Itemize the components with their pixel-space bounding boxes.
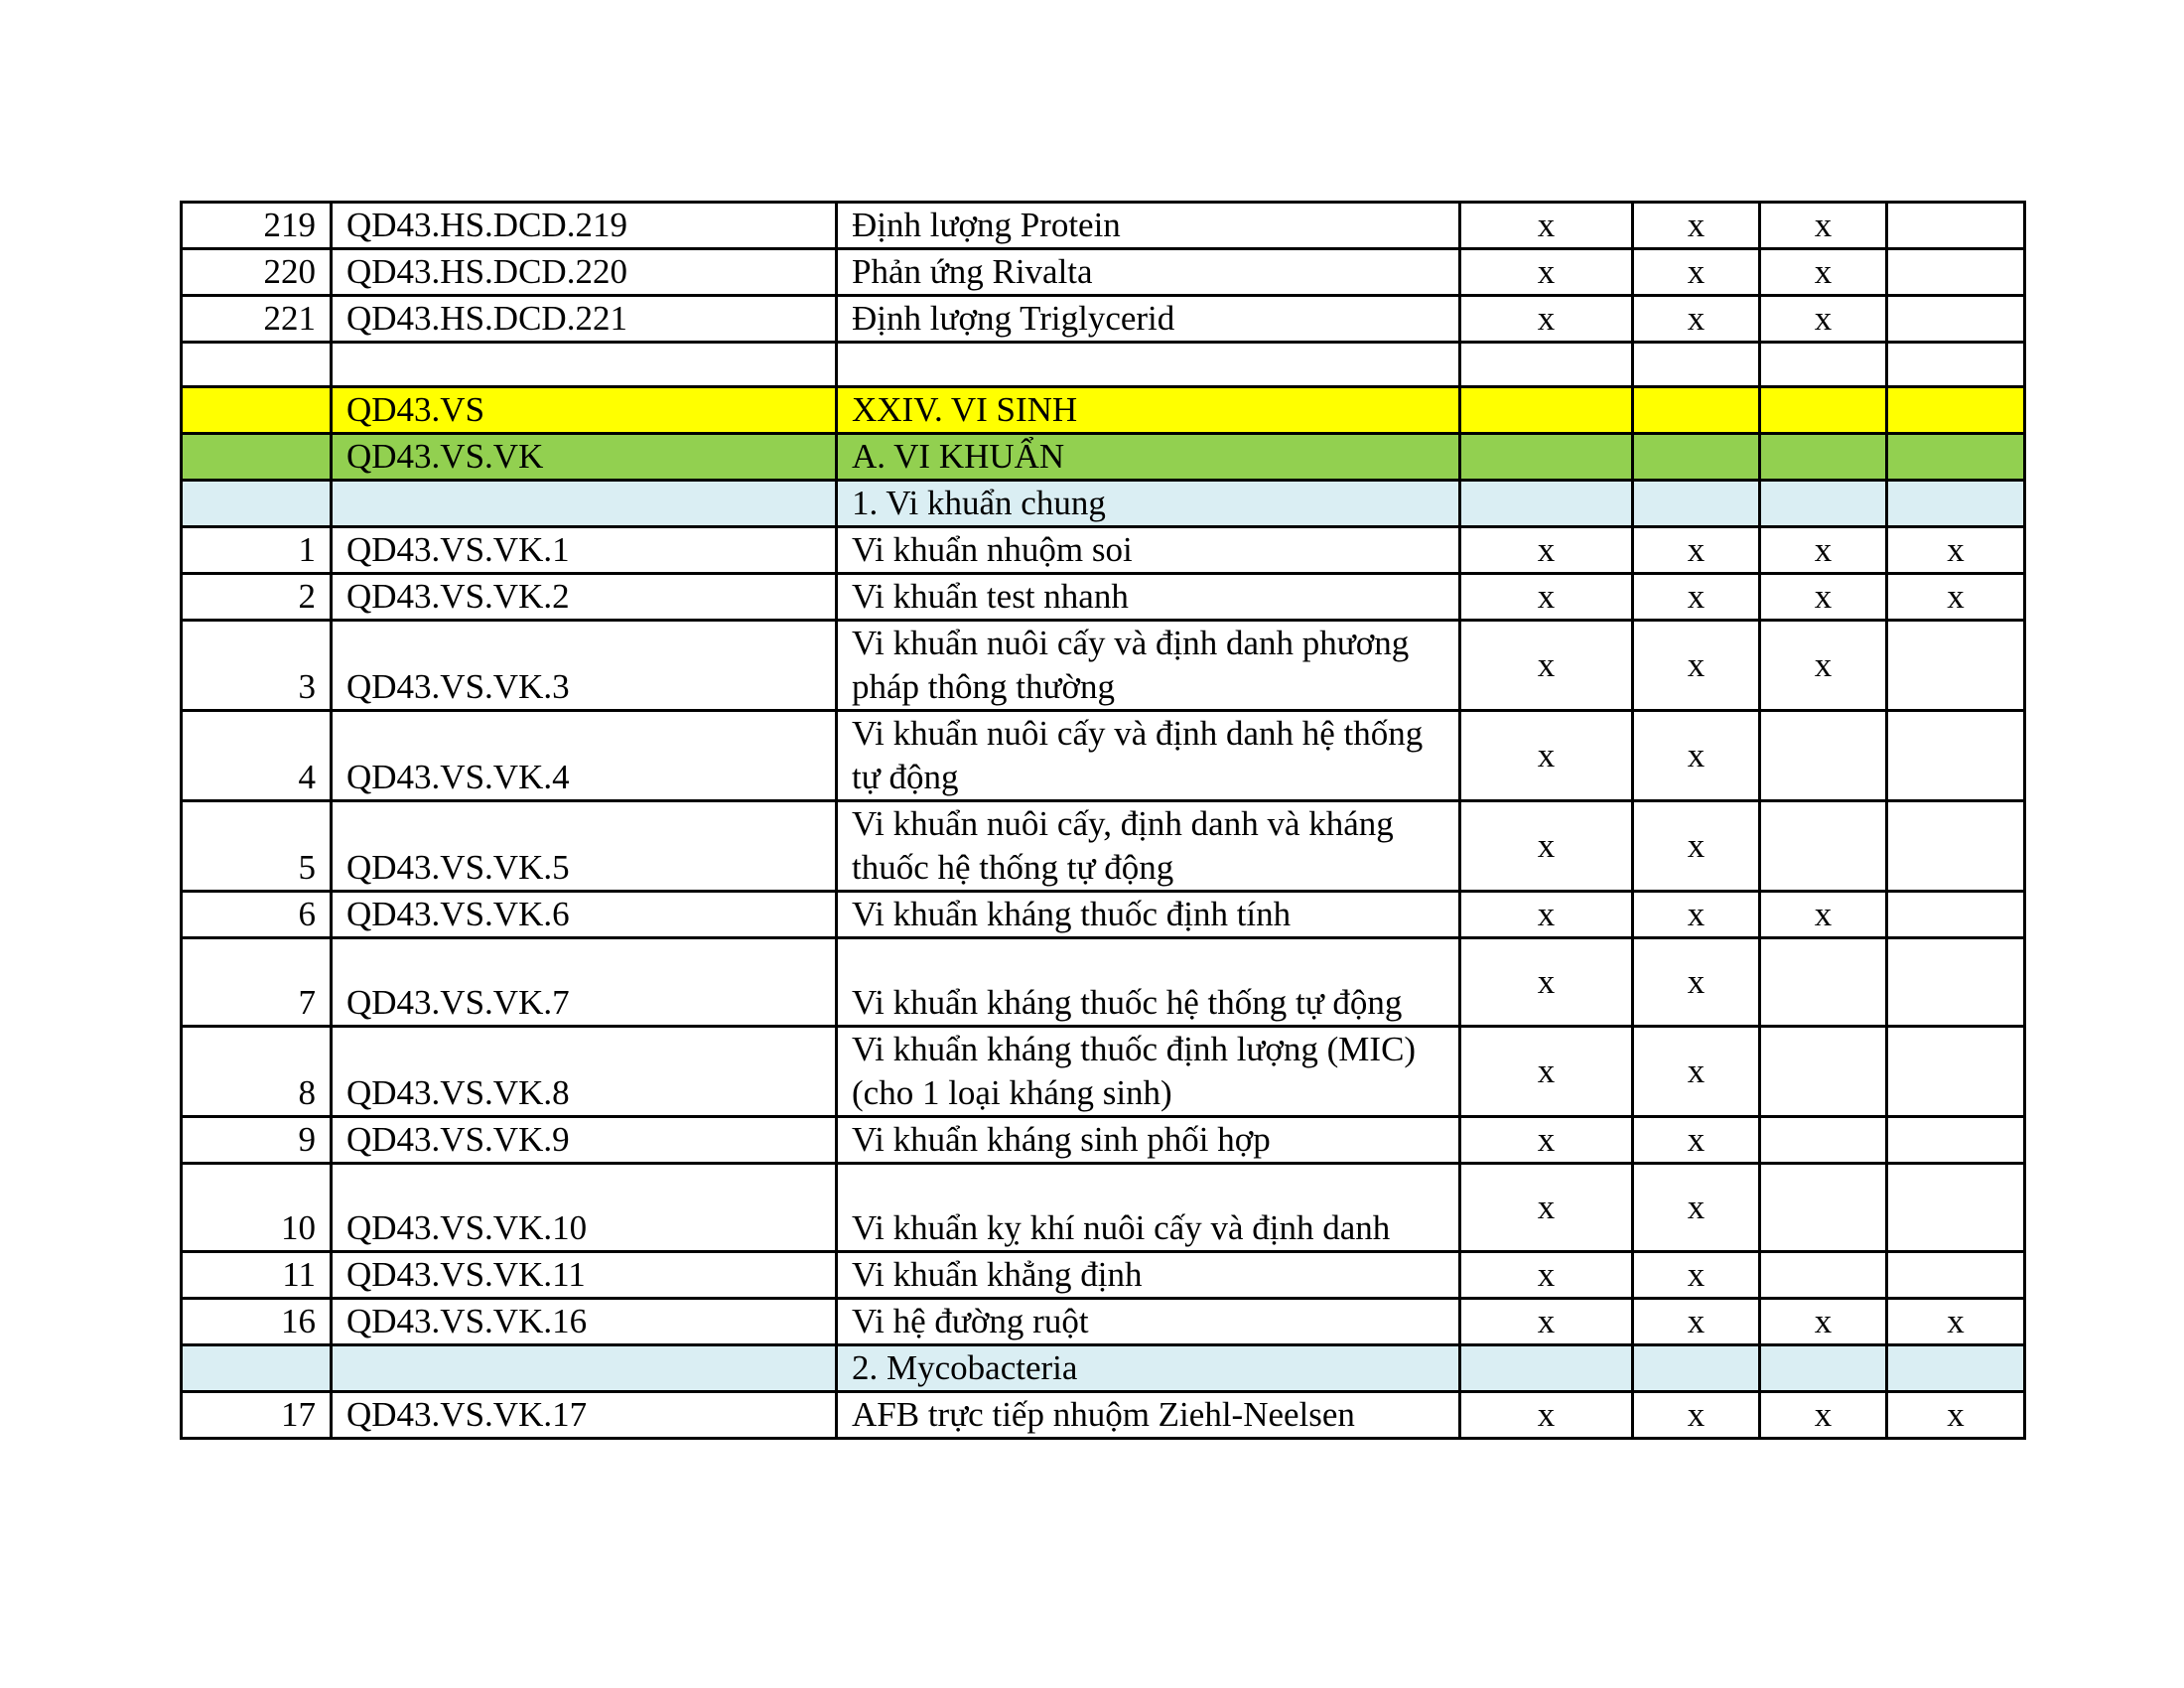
service-code: QD43.HS.DCD.219 xyxy=(332,203,837,249)
level-2-mark: x xyxy=(1633,801,1760,892)
service-name: Vi khuẩn kháng thuốc định tính xyxy=(837,892,1460,938)
level-4-mark xyxy=(1887,481,2025,527)
table-row xyxy=(182,711,2025,801)
level-2-mark: x xyxy=(1633,296,1760,343)
level-1-mark xyxy=(1460,481,1633,527)
level-2-mark: x xyxy=(1633,203,1760,249)
service-code: QD43.VS.VK.4 xyxy=(332,711,837,801)
level-2-mark: x xyxy=(1633,574,1760,621)
level-2-mark: x xyxy=(1633,527,1760,574)
service-code xyxy=(332,481,837,527)
service-code: QD43.VS.VK.8 xyxy=(332,1027,837,1117)
level-1-mark: x xyxy=(1460,1027,1633,1117)
service-code: QD43.VS.VK.17 xyxy=(332,1392,837,1439)
level-3-mark xyxy=(1760,434,1887,481)
level-1-mark xyxy=(1460,343,1633,387)
level-1-mark: x xyxy=(1460,1252,1633,1299)
service-name: Vi khuẩn kháng thuốc định lượng (MIC) (cho 1 loại kháng sinh) xyxy=(837,1027,1460,1117)
level-4-mark: x xyxy=(1887,574,2025,621)
service-name: 1. Vi khuẩn chung xyxy=(837,481,1460,527)
level-3-mark: x xyxy=(1760,203,1887,249)
level-3-mark xyxy=(1760,1164,1887,1252)
level-4-mark xyxy=(1887,296,2025,343)
level-4-mark xyxy=(1887,892,2025,938)
level-2-mark: x xyxy=(1633,1392,1760,1439)
level-2-mark: x xyxy=(1633,711,1760,801)
level-1-mark: x xyxy=(1460,574,1633,621)
level-4-mark xyxy=(1887,343,2025,387)
level-1-mark xyxy=(1460,387,1633,434)
row-number: 11 xyxy=(182,1252,332,1299)
level-1-mark: x xyxy=(1460,1164,1633,1252)
level-4-mark xyxy=(1887,1027,2025,1117)
level-1-mark: x xyxy=(1460,711,1633,801)
service-code: QD43.VS.VK.11 xyxy=(332,1252,837,1299)
service-name: Vi khuẩn khẳng định xyxy=(837,1252,1460,1299)
level-4-mark xyxy=(1887,938,2025,1027)
level-2-mark: x xyxy=(1633,938,1760,1027)
service-name: Phản ứng Rivalta xyxy=(837,249,1460,296)
table-row xyxy=(182,892,2025,938)
table-row xyxy=(182,801,2025,892)
row-number: 7 xyxy=(182,938,332,1027)
level-3-mark xyxy=(1760,1027,1887,1117)
service-name: Vi hệ đường ruột xyxy=(837,1299,1460,1345)
level-1-mark: x xyxy=(1460,801,1633,892)
service-name: AFB trực tiếp nhuộm Ziehl-Neelsen xyxy=(837,1392,1460,1439)
service-code: QD43.VS.VK.16 xyxy=(332,1299,837,1345)
row-number: 1 xyxy=(182,527,332,574)
level-3-mark: x xyxy=(1760,1392,1887,1439)
level-4-mark xyxy=(1887,801,2025,892)
service-name: Định lượng Protein xyxy=(837,203,1460,249)
level-3-mark xyxy=(1760,711,1887,801)
level-4-mark xyxy=(1887,1252,2025,1299)
level-4-mark xyxy=(1887,249,2025,296)
level-4-mark: x xyxy=(1887,527,2025,574)
level-2-mark: x xyxy=(1633,1299,1760,1345)
table-row xyxy=(182,1027,2025,1117)
level-4-mark xyxy=(1887,1164,2025,1252)
row-number xyxy=(182,343,332,387)
service-code: QD43.VS.VK xyxy=(332,434,837,481)
service-name xyxy=(837,343,1460,387)
service-code: QD43.VS.VK.10 xyxy=(332,1164,837,1252)
row-number: 16 xyxy=(182,1299,332,1345)
level-1-mark: x xyxy=(1460,938,1633,1027)
level-3-mark xyxy=(1760,1345,1887,1392)
service-name: 2. Mycobacteria xyxy=(837,1345,1460,1392)
level-1-mark: x xyxy=(1460,249,1633,296)
service-code: QD43.VS.VK.3 xyxy=(332,621,837,711)
level-1-mark: x xyxy=(1460,621,1633,711)
level-3-mark xyxy=(1760,938,1887,1027)
service-code: QD43.VS.VK.9 xyxy=(332,1117,837,1164)
service-table xyxy=(180,201,2026,1440)
table-row xyxy=(182,203,2025,249)
level-3-mark: x xyxy=(1760,1299,1887,1345)
level-2-mark xyxy=(1633,481,1760,527)
service-code xyxy=(332,343,837,387)
level-1-mark: x xyxy=(1460,203,1633,249)
level-4-mark xyxy=(1887,203,2025,249)
level-2-mark xyxy=(1633,343,1760,387)
row-number: 8 xyxy=(182,1027,332,1117)
level-1-mark: x xyxy=(1460,296,1633,343)
level-2-mark: x xyxy=(1633,1027,1760,1117)
subgroup-header-row xyxy=(182,481,2025,527)
service-name: Vi khuẩn nuôi cấy và định danh hệ thống tự động xyxy=(837,711,1460,801)
service-code: QD43.VS xyxy=(332,387,837,434)
table-row xyxy=(182,1164,2025,1252)
level-2-mark: x xyxy=(1633,892,1760,938)
service-name: Vi khuẩn nuôi cấy và định danh phương pháp thông thường xyxy=(837,621,1460,711)
service-name: Vi khuẩn nuôi cấy, định danh và kháng thuốc hệ thống tự động xyxy=(837,801,1460,892)
row-number: 220 xyxy=(182,249,332,296)
table-row xyxy=(182,1117,2025,1164)
service-name: Vi khuẩn kháng sinh phối hợp xyxy=(837,1117,1460,1164)
level-2-mark: x xyxy=(1633,249,1760,296)
level-4-mark xyxy=(1887,621,2025,711)
level-3-mark xyxy=(1760,343,1887,387)
level-3-mark: x xyxy=(1760,892,1887,938)
service-code: QD43.VS.VK.1 xyxy=(332,527,837,574)
level-1-mark: x xyxy=(1460,527,1633,574)
service-name: Định lượng Triglycerid xyxy=(837,296,1460,343)
table-row xyxy=(182,1299,2025,1345)
subgroup-header-row xyxy=(182,1345,2025,1392)
row-number: 221 xyxy=(182,296,332,343)
row-number: 17 xyxy=(182,1392,332,1439)
level-2-mark xyxy=(1633,434,1760,481)
level-3-mark: x xyxy=(1760,621,1887,711)
level-3-mark: x xyxy=(1760,574,1887,621)
level-1-mark xyxy=(1460,434,1633,481)
row-number: 2 xyxy=(182,574,332,621)
service-name: Vi khuẩn kỵ khí nuôi cấy và định danh xyxy=(837,1164,1460,1252)
row-number: 9 xyxy=(182,1117,332,1164)
level-4-mark: x xyxy=(1887,1299,2025,1345)
section-header-row xyxy=(182,387,2025,434)
service-code: QD43.VS.VK.5 xyxy=(332,801,837,892)
level-3-mark xyxy=(1760,801,1887,892)
row-number xyxy=(182,387,332,434)
level-3-mark xyxy=(1760,1117,1887,1164)
table-row xyxy=(182,621,2025,711)
service-code xyxy=(332,1345,837,1392)
level-4-mark: x xyxy=(1887,1392,2025,1439)
level-4-mark xyxy=(1887,711,2025,801)
level-2-mark: x xyxy=(1633,621,1760,711)
row-number xyxy=(182,481,332,527)
table-row xyxy=(182,1392,2025,1439)
service-name: Vi khuẩn kháng thuốc hệ thống tự động xyxy=(837,938,1460,1027)
level-2-mark xyxy=(1633,387,1760,434)
row-number: 10 xyxy=(182,1164,332,1252)
level-3-mark: x xyxy=(1760,527,1887,574)
service-code: QD43.HS.DCD.220 xyxy=(332,249,837,296)
table-row xyxy=(182,249,2025,296)
level-4-mark xyxy=(1887,1117,2025,1164)
table-row xyxy=(182,938,2025,1027)
table-row xyxy=(182,527,2025,574)
row-number xyxy=(182,1345,332,1392)
row-number: 219 xyxy=(182,203,332,249)
group-header-row xyxy=(182,434,2025,481)
service-name: Vi khuẩn test nhanh xyxy=(837,574,1460,621)
service-code: QD43.VS.VK.7 xyxy=(332,938,837,1027)
row-number: 6 xyxy=(182,892,332,938)
table-row xyxy=(182,574,2025,621)
service-name: Vi khuẩn nhuộm soi xyxy=(837,527,1460,574)
table-row xyxy=(182,1252,2025,1299)
level-1-mark: x xyxy=(1460,1299,1633,1345)
table-row xyxy=(182,296,2025,343)
service-code: QD43.VS.VK.6 xyxy=(332,892,837,938)
level-3-mark: x xyxy=(1760,296,1887,343)
level-2-mark xyxy=(1633,1345,1760,1392)
level-4-mark xyxy=(1887,387,2025,434)
row-number: 4 xyxy=(182,711,332,801)
row-number: 3 xyxy=(182,621,332,711)
level-1-mark xyxy=(1460,1345,1633,1392)
level-3-mark xyxy=(1760,387,1887,434)
level-4-mark xyxy=(1887,1345,2025,1392)
service-code: QD43.VS.VK.2 xyxy=(332,574,837,621)
service-name: A. VI KHUẨN xyxy=(837,434,1460,481)
level-3-mark xyxy=(1760,1252,1887,1299)
level-3-mark xyxy=(1760,481,1887,527)
level-2-mark: x xyxy=(1633,1117,1760,1164)
level-3-mark: x xyxy=(1760,249,1887,296)
level-1-mark: x xyxy=(1460,892,1633,938)
row-number xyxy=(182,434,332,481)
level-1-mark: x xyxy=(1460,1392,1633,1439)
service-code: QD43.HS.DCD.221 xyxy=(332,296,837,343)
level-1-mark: x xyxy=(1460,1117,1633,1164)
blank-row xyxy=(182,343,2025,387)
level-2-mark: x xyxy=(1633,1164,1760,1252)
level-4-mark xyxy=(1887,434,2025,481)
service-name: XXIV. VI SINH xyxy=(837,387,1460,434)
level-2-mark: x xyxy=(1633,1252,1760,1299)
table-body xyxy=(182,203,2025,1439)
row-number: 5 xyxy=(182,801,332,892)
